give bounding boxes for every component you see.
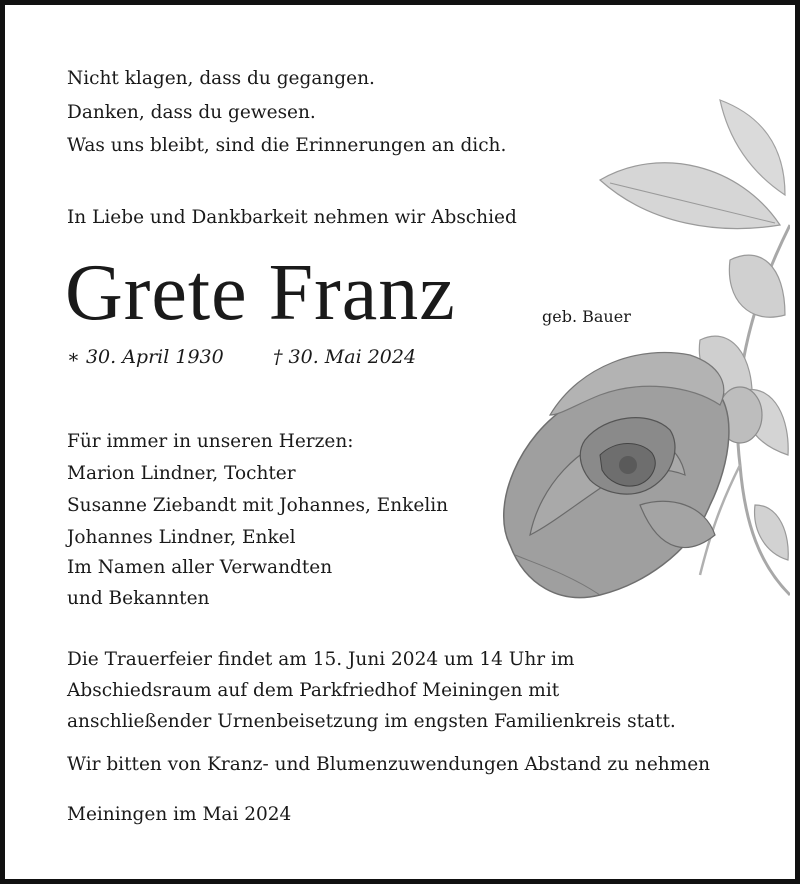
mourners-line-2: Marion Lindner, Tochter [67,463,296,484]
birth-date: ∗ 30. April 1930 [67,346,224,368]
poem-line-1: Nicht klagen, dass du gegangen. [67,68,375,89]
deceased-name: Grete Franz [65,249,456,337]
request-text: Wir bitten von Kranz- und Blumenzuwendungen Abstand zu nehmen [67,754,711,775]
intro-text: In Liebe und Dankbarkeit nehmen wir Abschied [67,207,517,228]
place-date: Meiningen im Mai 2024 [67,804,292,825]
poem-line-3: Was uns bleibt, sind die Erinnerungen an dich. [67,135,507,156]
birth-name: geb. Bauer [542,307,631,326]
mourners-line-5: Im Namen aller Verwandten [67,557,333,578]
mourners-line-3: Susanne Ziebandt mit Johannes, Enkelin [67,495,449,516]
death-date: † 30. Mai 2024 [273,346,417,368]
funeral-line-1: Die Trauerfeier findet am 15. Juni 2024 um 14 Uhr im [67,649,575,670]
funeral-line-2: Abschiedsraum auf dem Parkfriedhof Meiningen mit [67,680,560,701]
poem-line-2: Danken, dass du gewesen. [67,102,316,123]
mourners-line-4: Johannes Lindner, Enkel [67,527,296,548]
mourners-line-1: Für immer in unseren Herzen: [67,431,354,452]
rose-illustration [490,85,790,645]
mourners-line-6: und Bekannten [67,588,210,609]
rose-icon [504,353,729,598]
funeral-line-3: anschließender Urnenbeisetzung im engsten Familienkreis statt. [67,711,676,732]
